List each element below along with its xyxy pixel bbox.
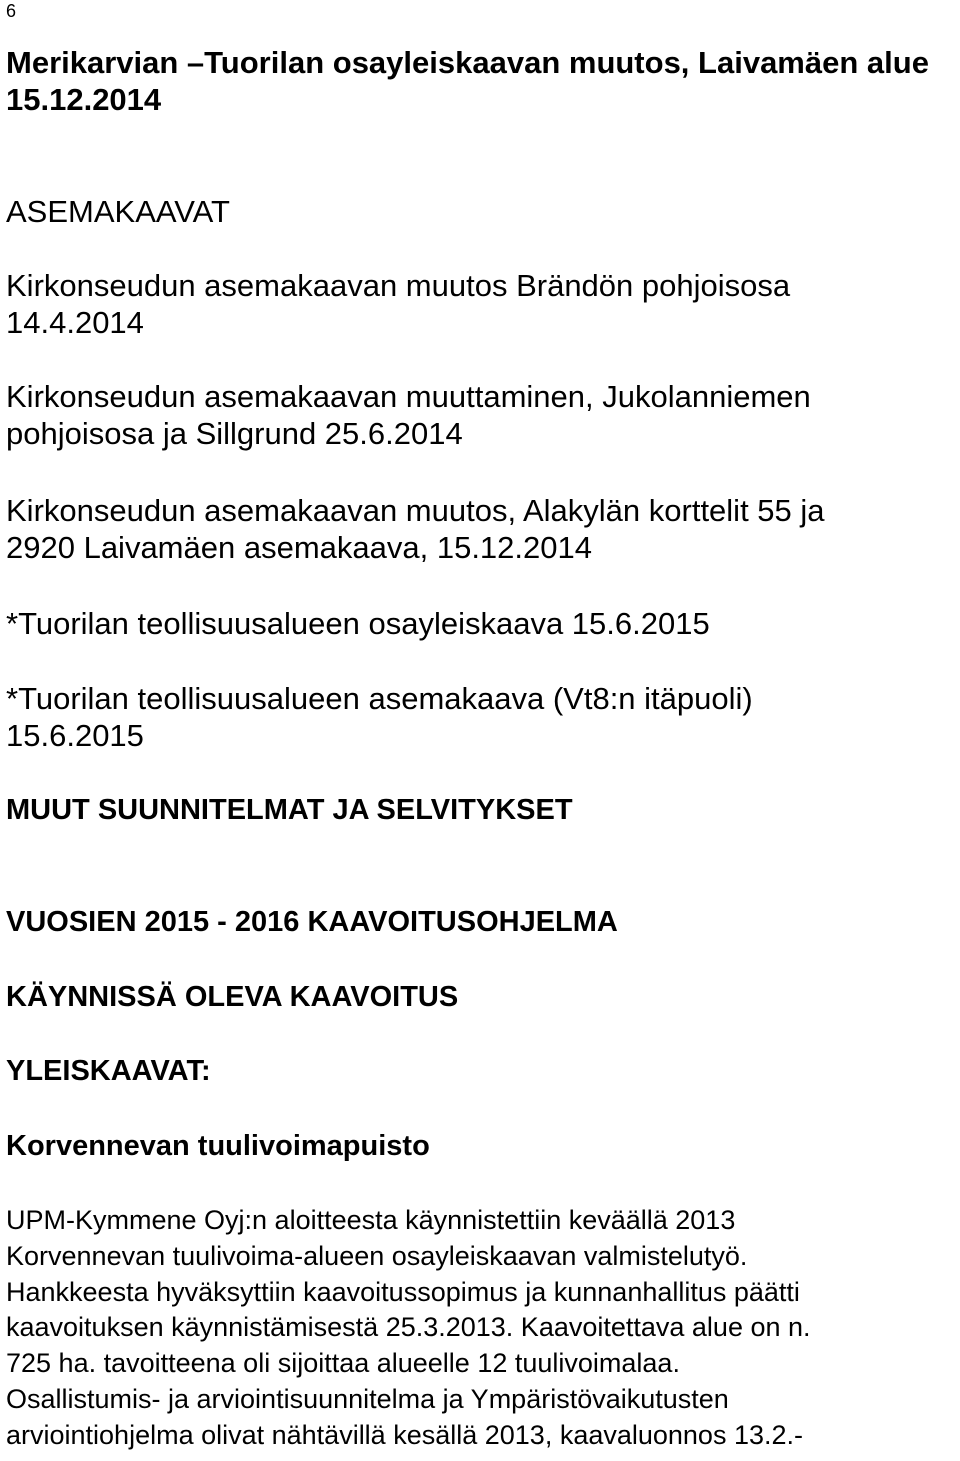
heading-kaynnissa xyxy=(6,979,952,1016)
plan-item-jukolanniemi xyxy=(6,378,952,452)
plan-item-brandon xyxy=(6,267,952,341)
plan-item-line: *Tuorilan teollisuusalueen asemakaava (Vt8:n itäpuoli) xyxy=(6,681,753,716)
paragraph-line: UPM-Kymmene Oyj:n aloitteesta käynnistettiin keväällä 2013 xyxy=(6,1205,736,1235)
paragraph-line: Osallistumis- ja arviointisuunnitelma ja Ympäristövaikutusten xyxy=(6,1383,729,1414)
heading-yleiskaavat xyxy=(6,1053,952,1090)
heading-korvenneva xyxy=(6,1128,952,1165)
plan-item-tuorila-osayleiskaava xyxy=(6,605,952,642)
plan-item-line: 2920 Laivamäen asemakaava, 15.12.2014 xyxy=(6,530,592,565)
plan-item-line: 14.4.2014 xyxy=(6,305,144,340)
plan-item-merikarvia xyxy=(6,44,952,118)
paragraph-line: Hankkeesta hyväksyttiin kaavoitussopimus ja kunnanhallitus päätti xyxy=(6,1276,800,1307)
heading-kaavoitusohjelma xyxy=(6,904,952,941)
plan-item-line: 15.12.2014 xyxy=(6,82,162,117)
page-number: 6 xyxy=(6,1,17,21)
heading-line: MUUT SUUNNITELMAT JA SELVITYKSET xyxy=(6,794,573,826)
heading-line: YLEISKAAVAT: xyxy=(6,1055,211,1087)
section-heading-asemakaavat xyxy=(6,193,952,230)
heading-muut-suunnitelmat xyxy=(6,792,952,829)
heading-line: VUOSIEN 2015 - 2016 KAAVOITUSOHJELMA xyxy=(6,906,618,938)
plan-item-tuorila-asemakaava xyxy=(6,680,952,754)
plan-item-alakyla xyxy=(6,492,952,566)
plan-item-line: 15.6.2015 xyxy=(6,718,144,753)
plan-item-line: pohjoisosa ja Sillgrund 25.6.2014 xyxy=(6,416,463,451)
heading-line: Korvennevan tuulivoimapuisto xyxy=(6,1130,430,1162)
paragraph-line: kaavoituksen käynnistämisestä 25.3.2013. Kaavoitettava alue on n. xyxy=(6,1312,811,1343)
plan-item-line: Kirkonseudun asemakaavan muuttaminen, Jukolanniemen xyxy=(6,379,811,414)
section-heading-line: ASEMAKAAVAT xyxy=(6,194,230,229)
plan-item-line: Merikarvian –Tuorilan osayleiskaavan muutos, Laivamäen alue xyxy=(6,45,929,80)
paragraph-line: arviointiohjelma olivat nähtävillä kesällä 2013, kaavaluonnos 13.2.- xyxy=(6,1419,803,1450)
plan-item-line: Kirkonseudun asemakaavan muutos Brändön pohjoisosa xyxy=(6,268,791,303)
plan-item-line: *Tuorilan teollisuusalueen osayleiskaava 15.6.2015 xyxy=(6,606,710,641)
heading-line: KÄYNNISSÄ OLEVA KAAVOITUS xyxy=(6,981,459,1013)
plan-item-line: Kirkonseudun asemakaavan muutos, Alakylän korttelit 55 ja xyxy=(6,493,825,528)
body-paragraph xyxy=(6,1203,952,1454)
paragraph-line: Korvennevan tuulivoima-alueen osayleiskaavan valmistelutyö. xyxy=(6,1240,748,1271)
paragraph-line: 725 ha. tavoitteena oli sijoittaa alueelle 12 tuulivoimalaa. xyxy=(6,1348,680,1379)
